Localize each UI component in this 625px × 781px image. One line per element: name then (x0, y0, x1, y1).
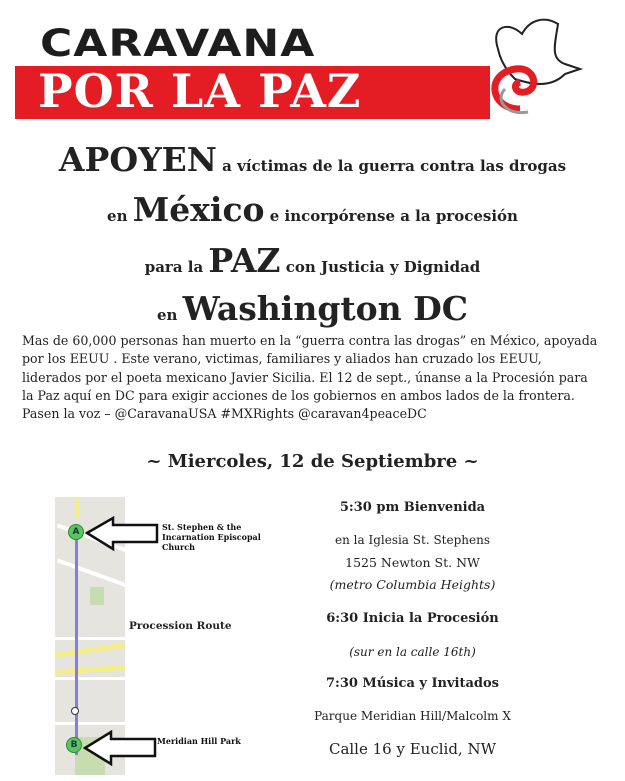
headline-text: en (156, 306, 183, 324)
procession-route-label: Procession Route (129, 620, 232, 632)
arrow-start-icon (85, 515, 160, 555)
headline-text: e incorpórense a la procesión (264, 207, 518, 225)
headline-text: a víctimas de la guerra contra las drogas (216, 157, 567, 175)
schedule-church: en la Iglesia St. Stephens (335, 533, 490, 547)
headline-line-2 (0, 190, 625, 229)
headline-paz: PAZ (208, 241, 281, 280)
body-paragraph: Mas de 60,000 personas han muerto en la “guerra contra las drogas” en México, apoyada por los EEUU . Este verano, victimas, familiares y aliados han cruzado los EEUU, liderados por el poeta mexicano Javier Sicilia. El 12 de sept., únanse a la Procesión para la Paz aquí en DC para exigir acciones de los gobiernos en ambos lados de la frontera. Pasen la voz – @CaravanaUSA #MXRights @caravan4peaceDC (22, 333, 598, 422)
headline-line-1 (0, 140, 625, 179)
headline-line-3 (0, 241, 625, 280)
dove-icon (470, 14, 590, 119)
schedule-intersection: Calle 16 y Euclid, NW (328, 740, 497, 758)
headline-text: en (107, 207, 133, 225)
route-line (75, 535, 78, 755)
headline-text: con Justicia y Dignidad (280, 258, 481, 276)
headline-mexico: México (132, 190, 265, 229)
marker-b: B (66, 737, 82, 753)
event-date: ~ Miercoles, 12 de Septiembre ~ (146, 451, 479, 472)
headline-text: para la (144, 258, 209, 276)
schedule-park: Parque Meridian Hill/Malcolm X (314, 709, 511, 723)
start-location-label: St. Stephen & the Incarnation Episcopal Church (162, 522, 261, 552)
headline-line-4 (0, 289, 625, 328)
headline-apoyen: APOYEN (58, 140, 217, 179)
logo-caravana: CARAVANA (40, 22, 316, 66)
arrow-end-icon (83, 728, 158, 768)
headline-washington: Washington DC (182, 289, 469, 328)
schedule-address: 1525 Newton St. NW (345, 555, 480, 570)
schedule-direction: (sur en la calle 16th) (349, 645, 476, 659)
schedule-music: 7:30 Música y Invitados (325, 676, 500, 691)
schedule-metro: (metro Columbia Heights) (329, 577, 496, 592)
logo-por-la-paz: POR LA PAZ (38, 64, 362, 118)
marker-a: A (68, 524, 84, 540)
schedule-welcome: 5:30 pm Bienvenida (339, 500, 486, 515)
schedule-procession: 6:30 Inicia la Procesión (326, 611, 499, 626)
end-location-label: Meridian Hill Park (157, 736, 241, 746)
